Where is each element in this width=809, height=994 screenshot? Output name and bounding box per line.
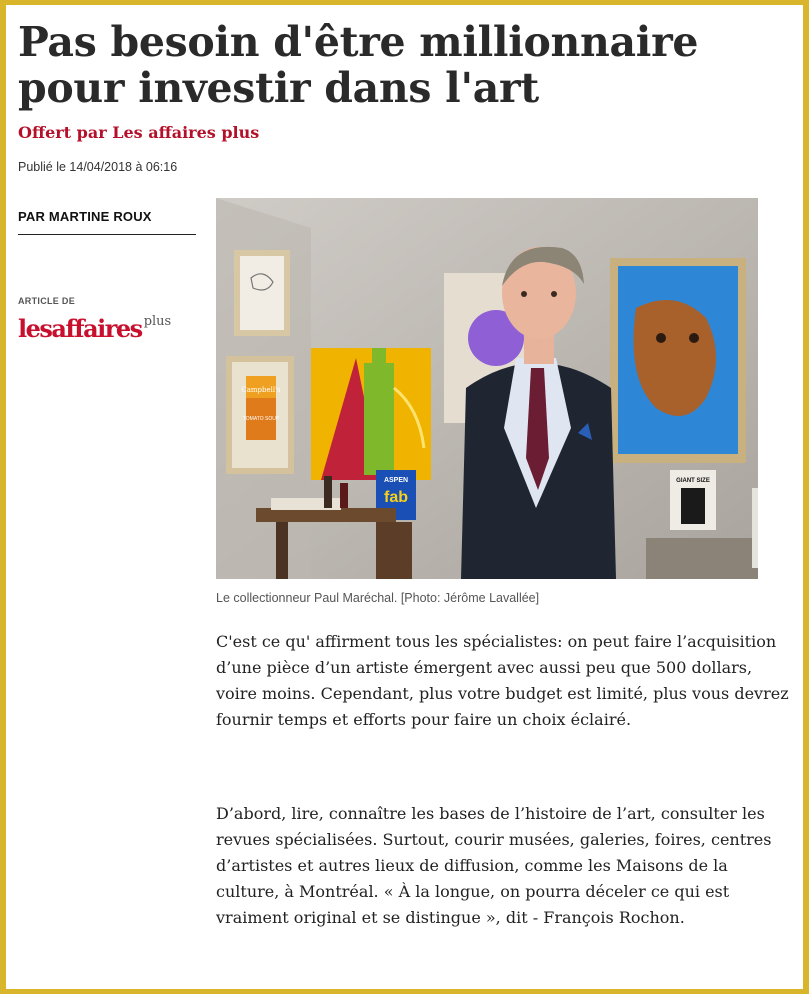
article-headline: Pas besoin d'être millionnaire pour investir dans l'art: [18, 18, 699, 112]
bottles-painting: [311, 348, 431, 480]
article-photo: [216, 198, 758, 579]
soup-flavor-label: TOMATO SOUP: [242, 416, 280, 422]
publication-logo[interactable]: [18, 314, 171, 343]
book-title: GIANT SIZE: [676, 478, 710, 484]
photo-caption: Le collectionneur Paul Maréchal. [Photo: Jérôme Lavallée]: [216, 591, 540, 605]
poster-main-text: fab: [384, 489, 408, 506]
poster-top-text: ASPEN: [383, 477, 409, 484]
article-source-label: ARTICLE DE: [18, 296, 75, 306]
article-page: [6, 5, 803, 989]
author-byline[interactable]: PAR MARTINE ROUX: [18, 209, 196, 235]
publish-date: Publié le 14/04/2018 à 06:16: [18, 160, 178, 174]
sponsor-line[interactable]: Offert par Les affaires plus: [18, 123, 260, 142]
logo-plus-suffix: plus: [143, 314, 172, 329]
soup-can-print: [226, 356, 294, 474]
article-paragraph: D’abord, lire, connaître les bases de l’histoire de l’art, consulter les revues spécialisées. Surtout, courir musées, galeries, foires, centres d’artistes et autres lieux de diffusion, comme les Maisons de la culture, à Montréal. « À la longue, on pourra déceler ce qui est vraiment original et se distingue », dit - François Rochon.: [216, 804, 772, 927]
logo-wordmark: lesaffaires: [18, 314, 142, 343]
cow-print: [610, 258, 746, 463]
soup-can-label: Campbell's: [241, 386, 281, 394]
article-paragraph: C'est ce qu' affirment tous les spécialistes: on peut faire l’acquisition d’une pièce d’un artiste émergent avec aussi peu que 500 dollars, voire moins. Cependant, plus votre budget est limité, plus vous devrez fournir temps et efforts pour faire un choix éclairé.: [216, 632, 789, 729]
